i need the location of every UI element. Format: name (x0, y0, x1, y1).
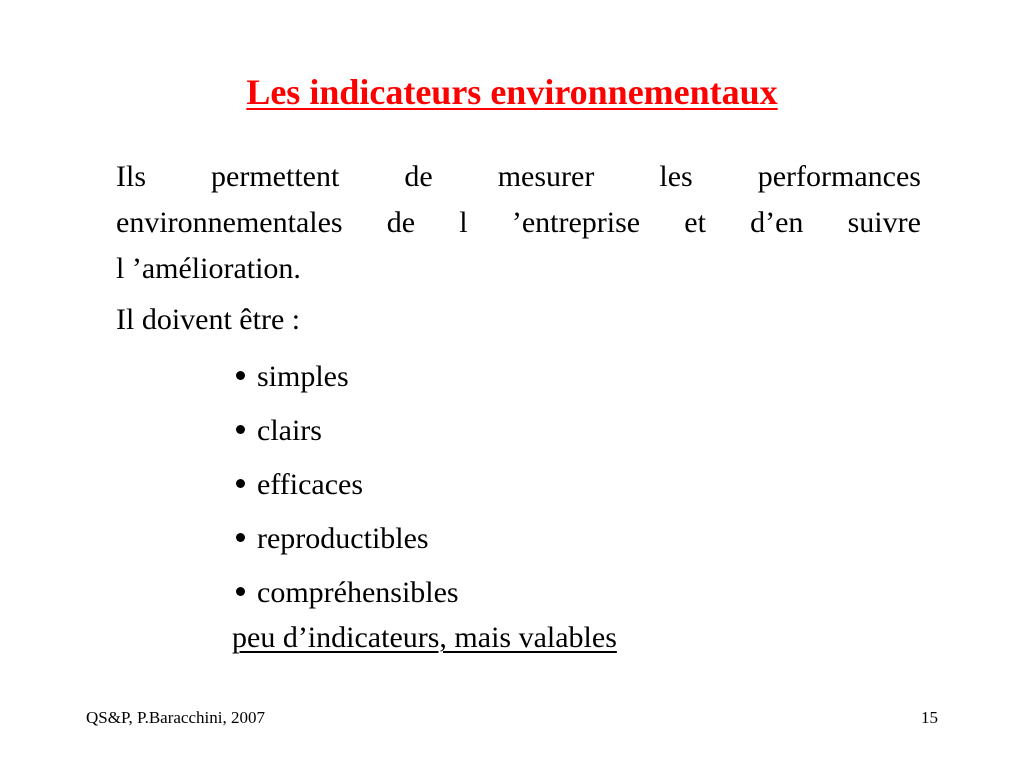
intro-word: Ils (116, 160, 146, 193)
bullet-icon (236, 371, 245, 380)
criteria-heading: Il doivent être : (116, 303, 301, 336)
criteria-label: compréhensibles (257, 576, 459, 609)
criteria-label: simples (257, 360, 349, 393)
intro-word: mesurer (497, 160, 595, 193)
list-item (234, 566, 459, 620)
intro-word: de (404, 160, 433, 193)
bullet-icon (236, 425, 245, 434)
intro-line-1 (116, 154, 921, 200)
bullet-icon (236, 587, 245, 596)
bullet-icon (236, 479, 245, 488)
list-item (234, 350, 459, 404)
footer-credit: QS&P, P.Baracchini, 2007 (86, 708, 265, 727)
intro-word: suivre (847, 206, 921, 239)
intro-word: les (659, 160, 693, 193)
list-item (234, 404, 459, 458)
page-number: 15 (921, 708, 938, 727)
intro-word: l (459, 206, 468, 239)
criteria-label: reproductibles (257, 522, 429, 555)
intro-word: et (684, 206, 706, 239)
intro-word: l ’amélioration. (116, 252, 301, 285)
intro-word: environnementales (116, 206, 343, 239)
bullet-icon (236, 533, 245, 542)
intro-line-2 (116, 200, 921, 246)
slide-title: Les indicateurs environnementaux (246, 72, 778, 112)
intro-word: d’en (750, 206, 804, 239)
intro-word: performances (757, 160, 921, 193)
criteria-label: clairs (257, 414, 322, 447)
intro-word: de (386, 206, 416, 239)
list-item (234, 458, 459, 512)
intro-word: ’entreprise (511, 206, 641, 239)
criteria-list (234, 350, 459, 620)
intro-word: permettent (211, 160, 340, 193)
list-item (234, 512, 459, 566)
criteria-label: efficaces (257, 468, 364, 501)
intro-paragraph (116, 154, 921, 292)
intro-line-3 (116, 246, 921, 292)
conclusion-text: peu d’indicateurs, mais valables (232, 621, 617, 654)
